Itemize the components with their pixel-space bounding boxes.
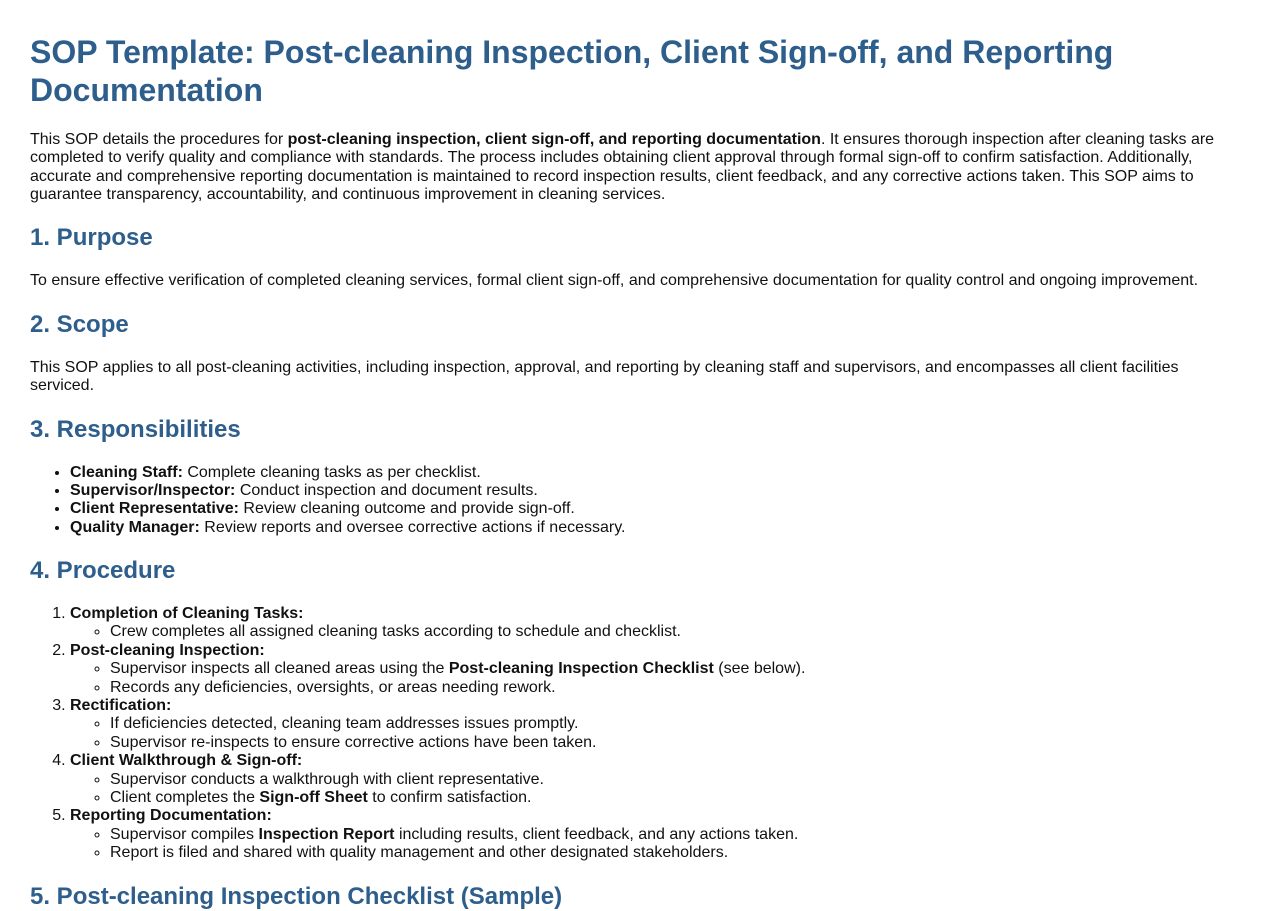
section-heading-responsibilities: 3. Responsibilities <box>30 415 241 443</box>
responsibility-item: • Client Representative: Review cleaning outcome and provide sign-off. <box>70 500 1233 518</box>
procedure-substep: ◦ Supervisor conducts a walkthrough with client representative. <box>110 771 1233 789</box>
procedure-step <box>70 642 1233 697</box>
procedure-substep: ◦ Crew completes all assigned cleaning tasks according to schedule and checklist. <box>110 623 1233 641</box>
page-title: SOP Template: Post-cleaning Inspection, Client Sign-off, and Reporting Documentation <box>30 34 1114 109</box>
section-heading-purpose: 1. Purpose <box>30 224 153 252</box>
section-heading-checklist: 5. Post-cleaning Inspection Checklist (Sample) <box>30 882 563 910</box>
procedure-step <box>70 697 1233 752</box>
section-heading-procedure: 4. Procedure <box>30 557 176 585</box>
procedure-substep: ◦ Supervisor inspects all cleaned areas using the Post-cleaning Inspection Checklist (see below). <box>110 660 1233 678</box>
procedure-substep-list <box>70 623 1233 641</box>
intro-paragraph: This SOP details the procedures for post-cleaning inspection, client sign-off, and reporting documentation. It ensures thorough inspection after cleaning tasks are completed to verify quality and compliance with standards. The process includes obtaining client approval through formal sign-off to confirm satisfaction. Additionally, accurate and comprehensive reporting documentation is maintained to record inspection results, client feedback, and any corrective actions taken. This SOP aims to guarantee transparency, accountability, and continuous improvement in cleaning services. <box>30 130 1215 203</box>
responsibilities-list <box>30 464 1233 538</box>
procedure-substep: ◦ Records any deficiencies, oversights, or areas needing rework. <box>110 679 1233 697</box>
procedure-step-title: Client Walkthrough & Sign-off: <box>70 752 303 770</box>
procedure-step-title: Rectification: <box>70 697 172 715</box>
procedure-step-title: Post-cleaning Inspection: <box>70 641 265 659</box>
procedure-substep: ◦ Client completes the Sign-off Sheet to confirm satisfaction. <box>110 789 1233 807</box>
procedure-substep-list <box>70 826 1233 863</box>
responsibility-item: • Supervisor/Inspector: Conduct inspection and document results. <box>70 482 1233 500</box>
procedure-substep-list <box>70 771 1233 808</box>
procedure-step <box>70 807 1233 862</box>
scope-paragraph: This SOP applies to all post-cleaning activities, including inspection, approval, and reporting by cleaning staff and supervisors, and encompasses all client facilities serviced. <box>30 358 1179 395</box>
procedure-list <box>30 605 1233 862</box>
procedure-substep: ◦ Supervisor re-inspects to ensure corrective actions have been taken. <box>110 734 1233 752</box>
procedure-substep-list <box>70 715 1233 752</box>
responsibility-item: • Cleaning Staff: Complete cleaning tasks as per checklist. <box>70 464 1233 482</box>
procedure-step <box>70 605 1233 642</box>
procedure-substep: ◦ If deficiencies detected, cleaning team addresses issues promptly. <box>110 715 1233 733</box>
procedure-step-title: Completion of Cleaning Tasks: <box>70 605 304 623</box>
procedure-substep: ◦ Report is filed and shared with quality management and other designated stakeholders. <box>110 844 1233 862</box>
section-heading-scope: 2. Scope <box>30 310 129 338</box>
procedure-substep-list <box>70 660 1233 697</box>
purpose-paragraph: To ensure effective verification of completed cleaning services, formal client sign-off, and comprehensive documentation for quality control and ongoing improvement. <box>30 272 1199 290</box>
procedure-substep: ◦ Supervisor compiles Inspection Report including results, client feedback, and any actions taken. <box>110 826 1233 844</box>
responsibility-item: • Quality Manager: Review reports and oversee corrective actions if necessary. <box>70 519 1233 537</box>
procedure-step-title: Reporting Documentation: <box>70 807 272 825</box>
procedure-step <box>70 752 1233 807</box>
